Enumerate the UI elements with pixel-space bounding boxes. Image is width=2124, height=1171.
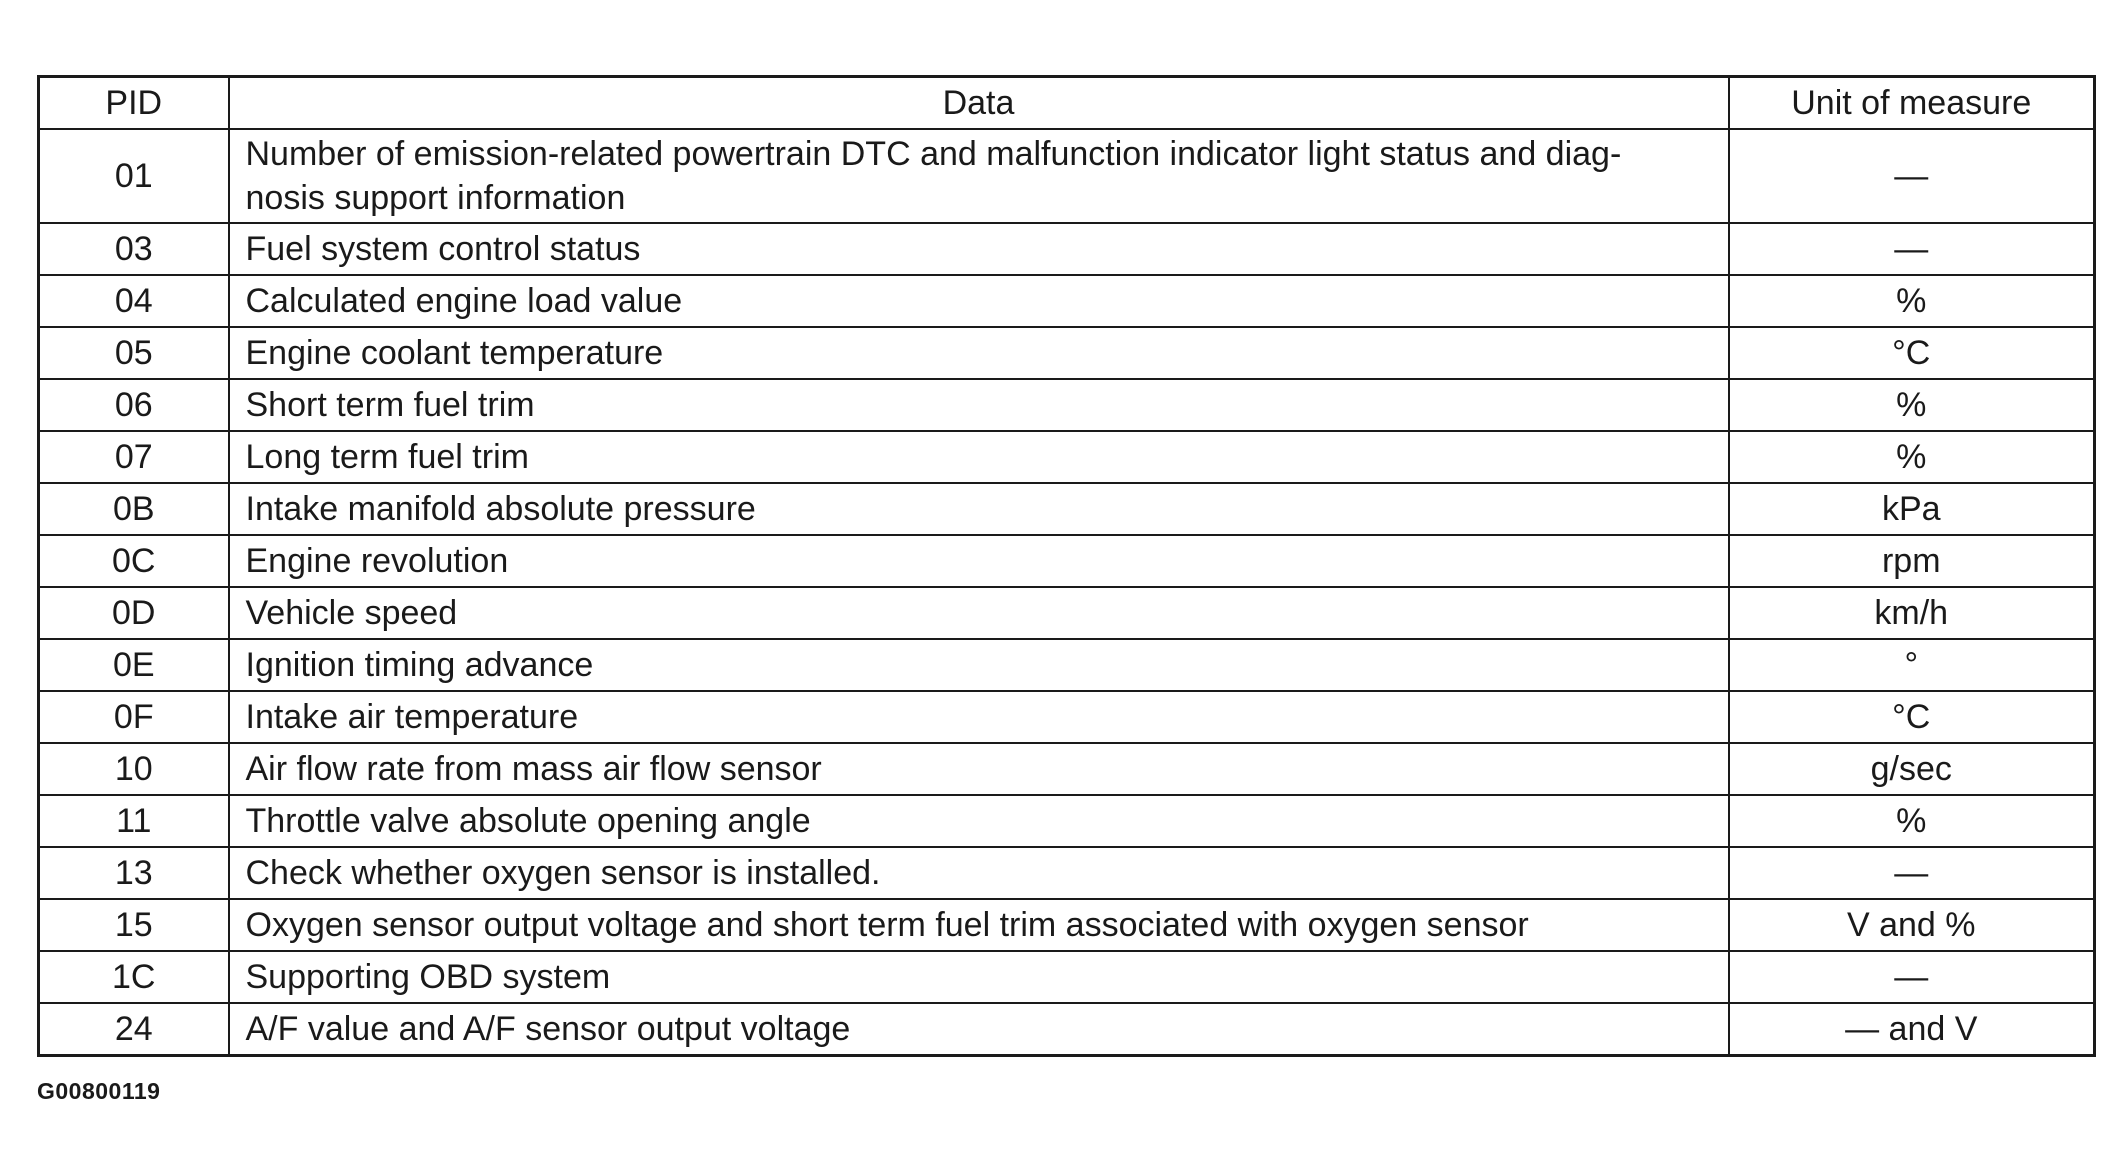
header-data: Data [229, 77, 1729, 130]
cell-pid: 1C [39, 951, 229, 1003]
cell-unit: — [1729, 847, 2095, 899]
cell-unit: % [1729, 379, 2095, 431]
table-row [39, 847, 2095, 899]
cell-unit: % [1729, 795, 2095, 847]
table-row [39, 379, 2095, 431]
cell-pid: 11 [39, 795, 229, 847]
cell-data: Number of emission-related powertrain DTC and malfunction indicator light status and diag-nosis support information [229, 129, 1729, 223]
cell-data: Short term fuel trim [229, 379, 1729, 431]
cell-unit: ° [1729, 639, 2095, 691]
table-row [39, 899, 2095, 951]
cell-unit: % [1729, 431, 2095, 483]
cell-unit: V and % [1729, 899, 2095, 951]
cell-pid: 0C [39, 535, 229, 587]
cell-pid: 13 [39, 847, 229, 899]
table-row [39, 691, 2095, 743]
cell-unit: km/h [1729, 587, 2095, 639]
cell-pid: 05 [39, 327, 229, 379]
cell-unit: % [1729, 275, 2095, 327]
cell-data: Vehicle speed [229, 587, 1729, 639]
cell-data: Engine coolant temperature [229, 327, 1729, 379]
cell-unit: — [1729, 223, 2095, 275]
cell-pid: 06 [39, 379, 229, 431]
cell-data: Throttle valve absolute opening angle [229, 795, 1729, 847]
cell-data: Oxygen sensor output voltage and short term fuel trim associated with oxygen sensor [229, 899, 1729, 951]
table-row [39, 483, 2095, 535]
cell-data: Engine revolution [229, 535, 1729, 587]
cell-data: Long term fuel trim [229, 431, 1729, 483]
table-row [39, 223, 2095, 275]
cell-pid: 10 [39, 743, 229, 795]
figure-id-label: G00800119 [37, 1078, 161, 1104]
cell-unit: rpm [1729, 535, 2095, 587]
cell-pid: 01 [39, 129, 229, 223]
cell-data: Supporting OBD system [229, 951, 1729, 1003]
cell-pid: 15 [39, 899, 229, 951]
pid-table-container [37, 75, 2093, 1057]
header-unit: Unit of measure [1729, 77, 2095, 130]
cell-unit: kPa [1729, 483, 2095, 535]
table-row [39, 1003, 2095, 1056]
cell-data: Check whether oxygen sensor is installed. [229, 847, 1729, 899]
table-header-row [39, 77, 2095, 130]
table-row [39, 327, 2095, 379]
cell-unit: °C [1729, 691, 2095, 743]
table-row [39, 129, 2095, 223]
table-row [39, 535, 2095, 587]
table-row [39, 587, 2095, 639]
table-row [39, 795, 2095, 847]
cell-unit: — and V [1729, 1003, 2095, 1056]
table-row [39, 275, 2095, 327]
cell-data: Calculated engine load value [229, 275, 1729, 327]
table-row [39, 743, 2095, 795]
cell-data: A/F value and A/F sensor output voltage [229, 1003, 1729, 1056]
cell-data: Air flow rate from mass air flow sensor [229, 743, 1729, 795]
table-row [39, 639, 2095, 691]
cell-unit: — [1729, 951, 2095, 1003]
cell-data: Intake air temperature [229, 691, 1729, 743]
cell-data: Fuel system control status [229, 223, 1729, 275]
pid-table [37, 75, 2096, 1057]
cell-pid: 03 [39, 223, 229, 275]
cell-data: Ignition timing advance [229, 639, 1729, 691]
cell-pid: 0F [39, 691, 229, 743]
table-row [39, 431, 2095, 483]
cell-unit: °C [1729, 327, 2095, 379]
cell-pid: 0B [39, 483, 229, 535]
cell-unit: g/sec [1729, 743, 2095, 795]
header-pid: PID [39, 77, 229, 130]
cell-unit: — [1729, 129, 2095, 223]
cell-pid: 04 [39, 275, 229, 327]
cell-pid: 0E [39, 639, 229, 691]
cell-pid: 24 [39, 1003, 229, 1056]
table-row [39, 951, 2095, 1003]
cell-pid: 07 [39, 431, 229, 483]
cell-data: Intake manifold absolute pressure [229, 483, 1729, 535]
cell-pid: 0D [39, 587, 229, 639]
